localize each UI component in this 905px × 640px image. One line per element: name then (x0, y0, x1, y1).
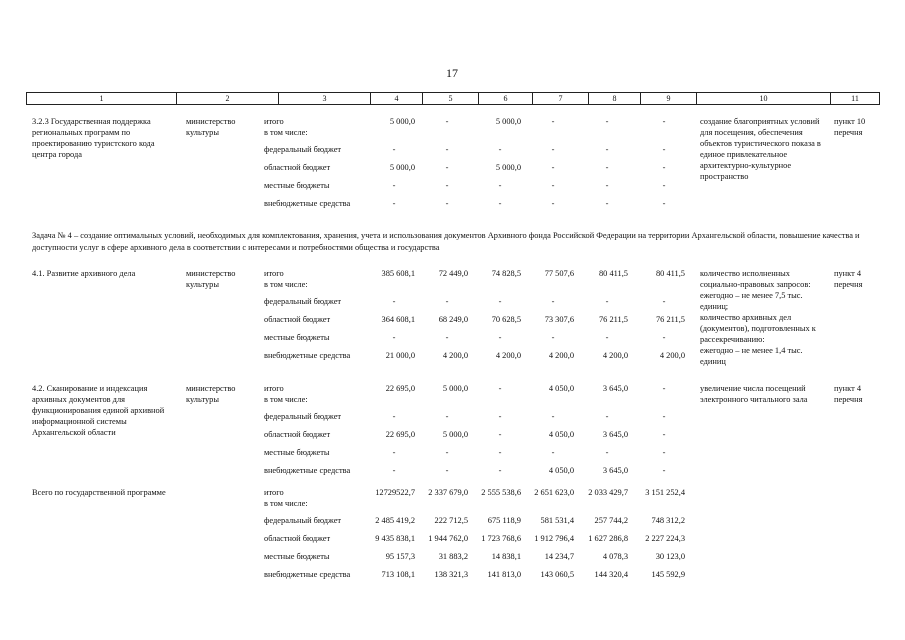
funding-value: - (498, 430, 502, 439)
funding-value: 76 211,5 (598, 315, 628, 324)
funding-value: 3 645,0 (602, 430, 628, 439)
funding-source-label: итого в том числе: (264, 269, 308, 289)
funding-value: 73 307,6 (544, 315, 574, 324)
funding-source-label: местные бюджеты (264, 552, 330, 561)
funding-value: 9 435 838,1 (375, 534, 415, 543)
funding-value: - (662, 117, 666, 126)
funding-value: - (605, 181, 609, 190)
funding-value: - (392, 466, 396, 475)
funding-source-label: местные бюджеты (264, 333, 330, 342)
funding-value: 14 838,1 (491, 552, 521, 561)
funding-value: - (605, 412, 609, 421)
funding-value: 138 321,3 (434, 570, 468, 579)
funding-value: - (551, 199, 555, 208)
column-number-7: 7 (533, 93, 589, 104)
funding-value: - (551, 412, 555, 421)
funding-source-label: внебюджетные средства (264, 466, 351, 475)
funding-value: - (551, 117, 555, 126)
measure-name: 3.2.3 Государственная поддержка региональных программ по проектированию туристского кода центра города (32, 117, 155, 159)
funding-value: 143 060,5 (540, 570, 574, 579)
funding-value: - (662, 199, 666, 208)
funding-value: 1 723 768,6 (481, 534, 521, 543)
list-reference: пункт 4 перечня (834, 384, 863, 404)
funding-source-label: областной бюджет (264, 534, 331, 543)
measure-executor: министерство культуры (186, 117, 236, 137)
funding-value: - (605, 163, 609, 172)
funding-source-label: итого в том числе: (264, 488, 308, 508)
funding-value: - (551, 181, 555, 190)
funding-value: 4 200,0 (495, 351, 521, 360)
funding-value: - (662, 466, 666, 475)
funding-source-label: итого в том числе: (264, 117, 308, 137)
funding-value: - (551, 163, 555, 172)
funding-source-label: федеральный бюджет (264, 145, 342, 154)
funding-source-label: федеральный бюджет (264, 412, 342, 421)
funding-value: - (551, 448, 555, 457)
funding-value: - (392, 448, 396, 457)
funding-value: - (445, 412, 449, 421)
column-number-5: 5 (423, 93, 479, 104)
funding-value: 5 000,0 (442, 384, 468, 393)
funding-value: - (662, 297, 666, 306)
funding-value: 22 695,0 (385, 430, 415, 439)
funding-source-label: внебюджетные средства (264, 351, 351, 360)
funding-value: - (662, 430, 666, 439)
funding-value: - (392, 333, 396, 342)
funding-value: 141 813,0 (487, 570, 521, 579)
funding-value: - (445, 199, 449, 208)
column-number-3: 3 (279, 93, 371, 104)
funding-source-label: внебюджетные средства (264, 199, 351, 208)
funding-value: - (392, 199, 396, 208)
measure-name: Всего по государственной программе (32, 488, 166, 497)
funding-value: - (498, 466, 502, 475)
funding-value: - (392, 412, 396, 421)
funding-value: - (605, 333, 609, 342)
funding-source-label: местные бюджеты (264, 448, 330, 457)
funding-value: 30 123,0 (655, 552, 685, 561)
target-indicator: количество исполненных социально-правовых запросов: ежегодно – не менее 7,5 тыс. единиц; количество архивных дел (документов), подготовленных к рассекречиванию: ежегодно – не менее 1,4 тыс. единиц (700, 269, 816, 366)
column-number-11: 11 (851, 94, 859, 103)
funding-value: - (662, 384, 666, 393)
target-indicator: создание благоприятных условий для посещения, обеспечения объектов туристического показа в единое привлекательное архитектурно-культурное пространство (700, 117, 821, 181)
measure-executor: министерство культуры (186, 384, 236, 404)
funding-value: 5 000,0 (389, 163, 415, 172)
funding-value: - (498, 297, 502, 306)
funding-value: 2 651 623,0 (534, 488, 574, 497)
funding-value: - (445, 117, 449, 126)
funding-value: - (445, 163, 449, 172)
funding-value: 581 531,4 (540, 516, 574, 525)
page-number: 17 (446, 66, 458, 80)
funding-value: - (498, 384, 502, 393)
funding-value: 385 608,1 (381, 269, 415, 278)
funding-value: 5 000,0 (442, 430, 468, 439)
funding-value: 95 157,3 (385, 552, 415, 561)
funding-value: 4 078,3 (602, 552, 628, 561)
funding-value: 22 695,0 (385, 384, 415, 393)
column-number-9: 9 (641, 93, 697, 104)
funding-value: 74 828,5 (491, 269, 521, 278)
funding-value: 144 320,4 (594, 570, 628, 579)
funding-source-label: федеральный бюджет (264, 516, 342, 525)
funding-value: 4 050,0 (548, 466, 574, 475)
funding-value: 77 507,6 (544, 269, 574, 278)
funding-value: - (498, 448, 502, 457)
funding-value: 2 337 679,0 (428, 488, 468, 497)
funding-value: - (392, 297, 396, 306)
funding-value: - (498, 412, 502, 421)
funding-value: 1 627 286,8 (588, 534, 628, 543)
funding-value: - (605, 145, 609, 154)
funding-value: - (498, 199, 502, 208)
funding-value: 2 033 429,7 (588, 488, 628, 497)
funding-source-label: местные бюджеты (264, 181, 330, 190)
funding-value: 76 211,5 (655, 315, 685, 324)
target-indicator: увеличение числа посещений электронного читального зала (700, 384, 808, 404)
column-number-10: 10 (697, 93, 831, 104)
list-reference: пункт 10 перечня (834, 117, 866, 137)
funding-value: 2 555 538,6 (481, 488, 521, 497)
funding-value: 5 000,0 (389, 117, 415, 126)
funding-value: 748 312,2 (651, 516, 685, 525)
measure-name: 4.2. Сканирование и индексация архивных документов для функционирования единой архивной информационной системы Архангельской области (32, 384, 165, 437)
funding-value: 3 645,0 (602, 384, 628, 393)
funding-value: 80 411,5 (598, 269, 628, 278)
funding-value: 4 200,0 (602, 351, 628, 360)
funding-value: 2 227 224,3 (645, 534, 685, 543)
funding-source-label: областной бюджет (264, 315, 331, 324)
funding-value: - (662, 448, 666, 457)
column-number-6: 6 (479, 93, 533, 104)
task-4-heading: Задача № 4 – создание оптимальных условий, необходимых для комплектования, хранения, учета и использования документов Архивного фонда Российской Федерации на территории Архангельской области, повышение качества и доступности услуг в сфере архивного дела в соответствии с интересами и потребностями общества и государства (32, 231, 860, 252)
funding-value: - (605, 117, 609, 126)
funding-value: 72 449,0 (438, 269, 468, 278)
funding-value: 4 050,0 (548, 430, 574, 439)
funding-value: - (392, 181, 396, 190)
column-number-1: 1 (27, 93, 177, 104)
funding-value: 80 411,5 (655, 269, 685, 278)
funding-value: 145 592,9 (651, 570, 685, 579)
funding-value: 257 744,2 (594, 516, 628, 525)
measure-name: 4.1. Развитие архивного дела (32, 269, 136, 278)
funding-value: 5 000,0 (495, 163, 521, 172)
funding-source-label: областной бюджет (264, 163, 331, 172)
funding-value: 12729522,7 (375, 488, 415, 497)
funding-source-label: федеральный бюджет (264, 297, 342, 306)
funding-value: 4 200,0 (548, 351, 574, 360)
funding-value: 4 050,0 (548, 384, 574, 393)
funding-value: 4 200,0 (659, 351, 685, 360)
measure-executor: министерство культуры (186, 269, 236, 289)
funding-source-label: итого в том числе: (264, 384, 308, 404)
funding-value: - (662, 181, 666, 190)
funding-value: - (445, 181, 449, 190)
funding-value: 21 000,0 (385, 351, 415, 360)
funding-value: 1 912 796,4 (534, 534, 574, 543)
funding-value: 31 883,2 (438, 552, 468, 561)
funding-value: 5 000,0 (495, 117, 521, 126)
funding-value: - (662, 145, 666, 154)
column-number-2: 2 (177, 93, 279, 104)
funding-value: - (662, 412, 666, 421)
funding-value: 14 234,7 (544, 552, 574, 561)
funding-value: - (445, 448, 449, 457)
funding-value: 713 108,1 (381, 570, 415, 579)
funding-value: - (551, 145, 555, 154)
funding-value: 1 944 762,0 (428, 534, 468, 543)
funding-value: 68 249,0 (438, 315, 468, 324)
funding-value: 2 485 419,2 (375, 516, 415, 525)
funding-value: - (605, 448, 609, 457)
column-number-8: 8 (589, 93, 641, 104)
funding-source-label: внебюджетные средства (264, 570, 351, 579)
funding-value: - (605, 199, 609, 208)
funding-value: - (392, 145, 396, 154)
funding-value: - (445, 145, 449, 154)
funding-source-label: областной бюджет (264, 430, 331, 439)
funding-value: 222 712,5 (434, 516, 468, 525)
funding-value: 3 151 252,4 (645, 488, 685, 497)
funding-value: - (445, 333, 449, 342)
funding-value: 4 200,0 (442, 351, 468, 360)
column-number-header (26, 92, 880, 105)
funding-value: - (445, 466, 449, 475)
list-reference: пункт 4 перечня (834, 269, 863, 289)
funding-value: 3 645,0 (602, 466, 628, 475)
funding-value: 70 628,5 (491, 315, 521, 324)
funding-value: - (445, 297, 449, 306)
funding-value: - (605, 297, 609, 306)
funding-value: - (662, 163, 666, 172)
funding-value: - (498, 145, 502, 154)
column-number-4: 4 (371, 93, 423, 104)
funding-value: - (498, 333, 502, 342)
funding-value: - (662, 333, 666, 342)
funding-value: 364 608,1 (381, 315, 415, 324)
funding-value: - (498, 181, 502, 190)
funding-value: - (551, 333, 555, 342)
funding-value: - (551, 297, 555, 306)
funding-value: 675 118,9 (487, 516, 521, 525)
